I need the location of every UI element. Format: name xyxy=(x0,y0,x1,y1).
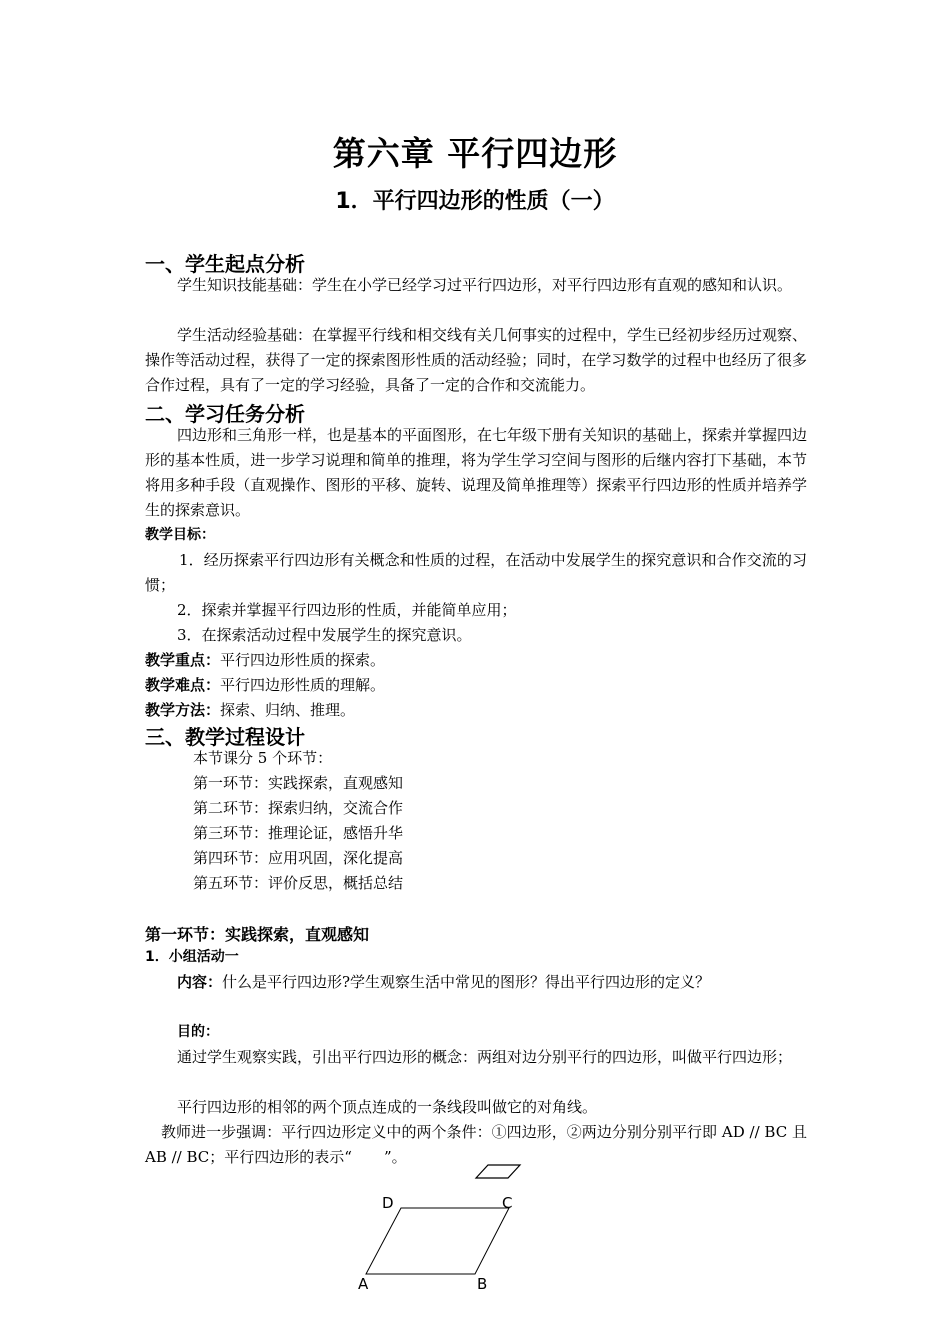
paragraph-task-analysis: 四边形和三角形一样，也是基本的平面图形，在七年级下册有关知识的基础上，探索并掌握四边形的基本性质，进一步学习说理和简单的推理，将为学生学习空间与图形的后继内容打下基础，本节将用多种手段（直观操作、图形的平移、旋转、说理及简单推理等）探索平行四边形的性质并培养学生的探索意识。 xyxy=(145,426,808,519)
section-title: 1．平行四边形的性质（一） xyxy=(335,189,615,214)
method-text: 探索、归纳、推理。 xyxy=(220,701,356,719)
paragraph-knowledge-basis: 学生知识技能基础：学生在小学已经学习过平行四边形，对平行四边形有直观的感知和认识。 xyxy=(177,276,793,294)
parallelogram-figure xyxy=(350,1188,530,1293)
label-difficulty: 教学难点： xyxy=(145,676,221,694)
label-teaching-goals: 教学目标： xyxy=(145,527,215,543)
key-point-text: 平行四边形性质的探索。 xyxy=(220,651,386,669)
emphasis-text: 教师进一步强调：平行四边形定义中的两个条件：①四边形，②两边分别分别平行即 AD // BC 且 AB // BC；平行四边形的表示 xyxy=(145,1123,807,1166)
group-activity-1: 1．小组活动一 xyxy=(145,949,239,965)
quote-close: ”。 xyxy=(383,1148,407,1166)
process-step-5: 第五环节：评价反思，概括总结 xyxy=(193,874,404,892)
vertex-label-c: C xyxy=(502,1194,513,1212)
vertex-label-d: D xyxy=(382,1194,394,1212)
label-content: 内容： xyxy=(177,973,223,991)
parallelogram-symbol-icon xyxy=(474,1163,522,1181)
paragraph-definition: 通过学生观察实践，引出平行四边形的概念：两组对边分别平行的四边形，叫做平行四边形； xyxy=(177,1048,793,1066)
process-step-1: 第一环节：实践探索，直观感知 xyxy=(193,774,404,792)
heading-step-1: 第一环节：实践探索，直观感知 xyxy=(145,925,370,944)
label-method: 教学方法： xyxy=(145,701,221,719)
content-text: 什么是平行四边形?学生观察生活中常见的图形？得出平行四边形的定义？ xyxy=(222,973,711,991)
paragraph-experience-basis: 学生活动经验基础：在掌握平行线和相交线有关几何事实的过程中，学生已经初步经历过观察、操作等活动过程，获得了一定的探索图形性质的活动经验；同时，在学习数学的过程中也经历了很多合作过程，具有了一定的学习经验，具备了一定的合作和交流能力。 xyxy=(145,326,808,394)
goal-3: 3．在探索活动过程中发展学生的探究意识。 xyxy=(177,626,472,644)
heading-task-analysis: 二、学习任务分析 xyxy=(145,402,305,426)
teaching-key-point xyxy=(145,648,385,673)
quote-open: “ xyxy=(344,1148,352,1166)
heading-process-design: 三、教学过程设计 xyxy=(145,725,305,749)
process-step-2: 第二环节：探索归纳，交流合作 xyxy=(193,799,404,817)
activity-content xyxy=(177,970,710,995)
process-step-3: 第三环节：推理论证，感悟升华 xyxy=(193,824,404,842)
chapter-title: 第六章 平行四边形 xyxy=(332,134,618,173)
difficulty-text: 平行四边形性质的理解。 xyxy=(220,676,386,694)
parallelogram-abcd xyxy=(366,1208,509,1274)
process-step-4: 第四环节：应用巩固，深化提高 xyxy=(193,849,404,867)
teaching-difficulty xyxy=(145,673,385,698)
goal-2: 2．探索并掌握平行四边形的性质，并能简单应用； xyxy=(177,601,517,619)
process-intro: 本节课分 5 个环节： xyxy=(193,749,333,767)
label-key-point: 教学重点： xyxy=(145,651,221,669)
goal-1: 1．经历探索平行四边形有关概念和性质的过程，在活动中发展学生的探究意识和合作交流的习惯； xyxy=(145,551,807,594)
teaching-method xyxy=(145,698,355,723)
label-purpose: 目的： xyxy=(177,1024,219,1040)
heading-student-analysis: 一、学生起点分析 xyxy=(145,252,305,276)
vertex-label-b: B xyxy=(477,1275,488,1293)
paragraph-diagonal: 平行四边形的相邻的两个顶点连成的一条线段叫做它的对角线。 xyxy=(177,1098,598,1116)
vertex-label-a: A xyxy=(358,1275,369,1293)
